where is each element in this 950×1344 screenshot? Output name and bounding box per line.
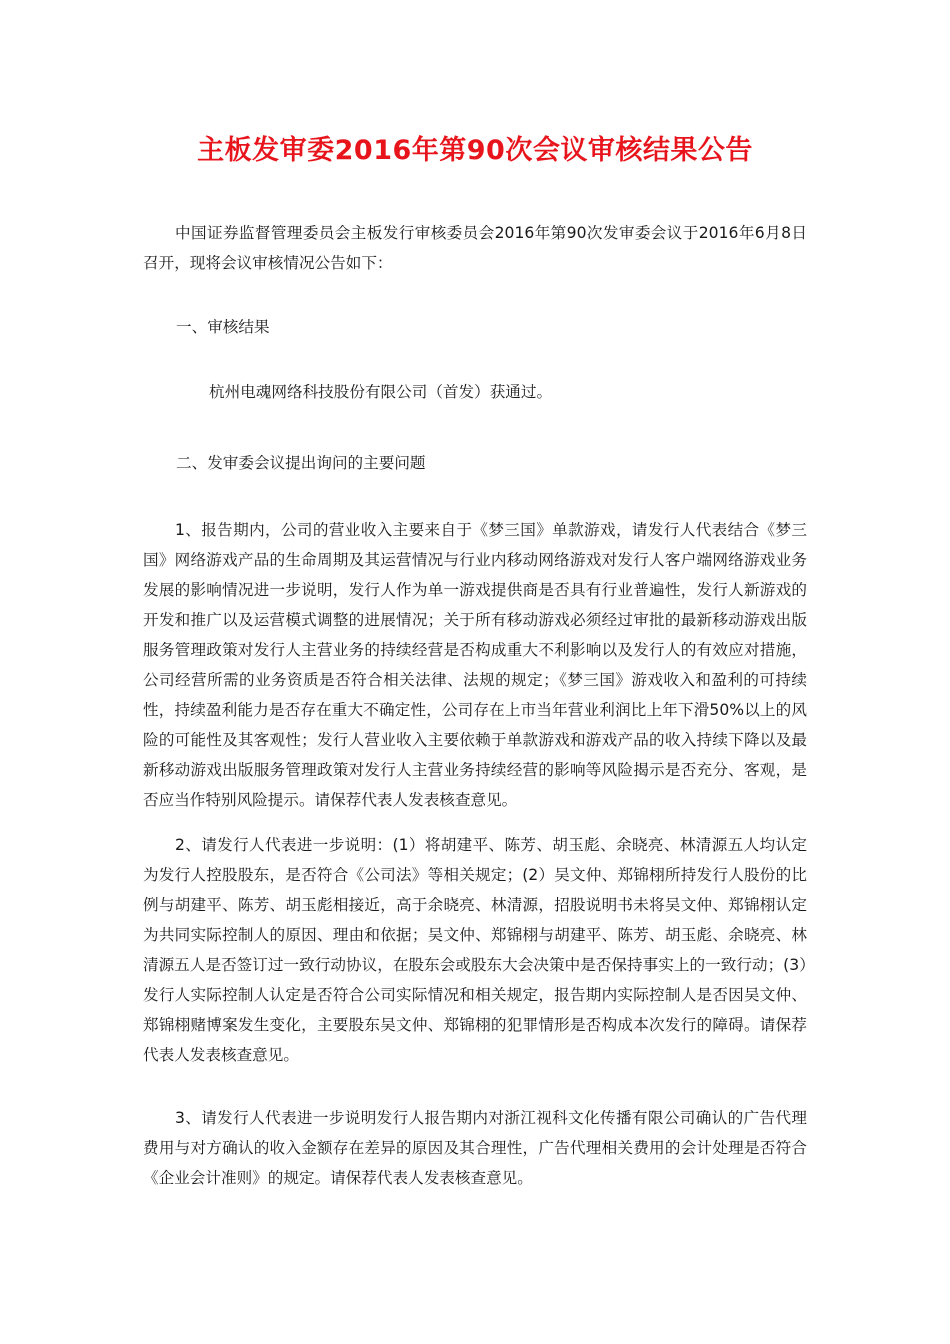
review-result: 杭州电魂网络科技股份有限公司（首发）获通过。 (209, 383, 553, 401)
section1-heading: 一、审核结果 (176, 318, 270, 336)
question-3: 3、请发行人代表进一步说明发行人报告期内对浙江视科文化传播有限公司确认的广告代理费用与对方确认的收入金额存在差异的原因及其合理性，广告代理相关费用的会计处理是否符合《企业会计准则》的规定。请保荐代表人发表核查意见。 (143, 1109, 807, 1187)
document-title: 主板发审委2016年第90次会议审核结果公告 (197, 135, 753, 166)
question-2: 2、请发行人代表进一步说明：(1）将胡建平、陈芳、胡玉彪、余晓亮、林清源五人均认定为发行人控股股东，是否符合《公司法》等相关规定；(2）吴文仲、郑锦栩所持发行人股份的比例与胡建平、陈芳、胡玉彪相接近，高于余晓亮、林清源，招股说明书未将吴文仲、郑锦栩认定为共同实际控制人的原因、理由和依据；吴文仲、郑锦栩与胡建平、陈芳、胡玉彪、余晓亮、林清源五人是否签订过一致行动协议，在股东会或股东大会决策中是否保持事实上的一致行动；(3）发行人实际控制人认定是否符合公司实际情况和相关规定，报告期内实际控制人是否因吴文仲、郑锦栩赌博案发生变化，主要股东吴文仲、郑锦栩的犯罪情形是否构成本次发行的障碍。请保荐代表人发表核查意见。 (143, 836, 807, 1064)
intro-paragraph: 中国证券监督管理委员会主板发行审核委员会2016年第90次发审委会议于2016年6月8日召开，现将会议审核情况公告如下： (143, 224, 807, 272)
section2-heading: 二、发审委会议提出询问的主要问题 (176, 454, 426, 472)
question-1: 1、报告期内，公司的营业收入主要来自于《梦三国》单款游戏，请发行人代表结合《梦三国》网络游戏产品的生命周期及其运营情况与行业内移动网络游戏对发行人客户端网络游戏业务发展的影响情况进一步说明，发行人作为单一游戏提供商是否具有行业普遍性，发行人新游戏的开发和推广以及运营模式调整的进展情况；关于所有移动游戏必须经过审批的最新移动游戏出版服务管理政策对发行人主营业务的持续经营是否构成重大不利影响以及发行人的有效应对措施，公司经营所需的业务资质是否符合相关法律、法规的规定；《梦三国》游戏收入和盈利的可持续性，持续盈利能力是否存在重大不确定性，公司存在上市当年营业利润比上年下滑50%以上的风险的可能性及其客观性；发行人营业收入主要依赖于单款游戏和游戏产品的收入持续下降以及最新移动游戏出版服务管理政策对发行人主营业务持续经营的影响等风险揭示是否充分、客观，是否应当作特别风险提示。请保荐代表人发表核查意见。 (143, 521, 807, 809)
